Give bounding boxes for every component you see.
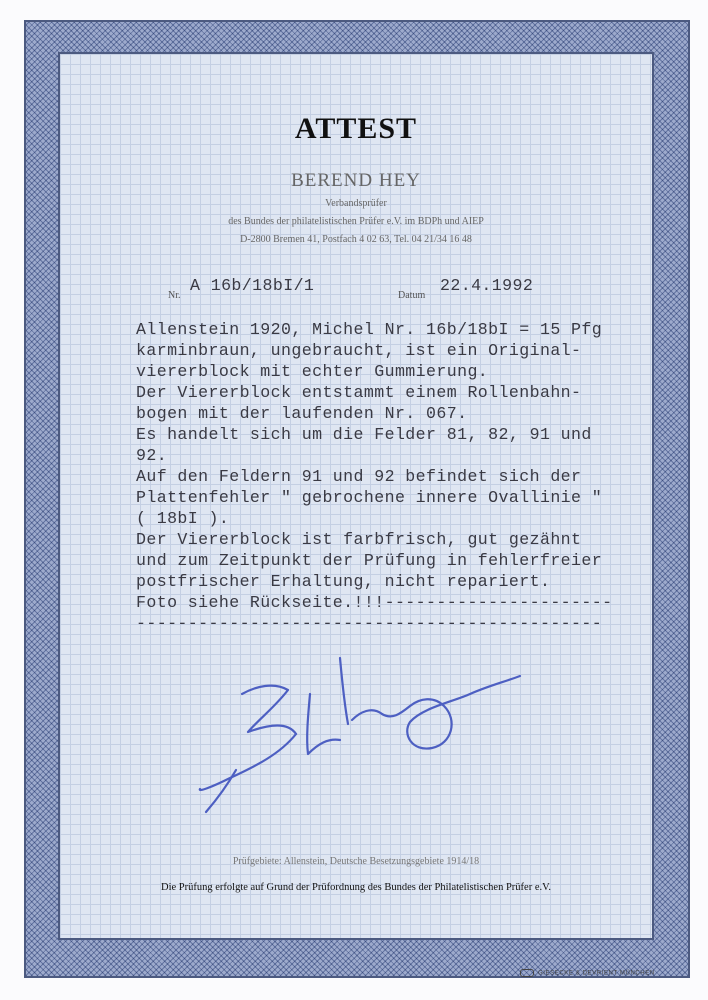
body-line: ( 18bI ). bbox=[136, 509, 230, 528]
body-line: Der Viererblock entstammt einem Rollenbahn- bbox=[136, 383, 582, 402]
examiner-name: BEREND HEY bbox=[291, 170, 421, 191]
date-label: Datum bbox=[398, 290, 426, 301]
certificate-date: 22.4.1992 bbox=[440, 276, 534, 295]
body-line: und zum Zeitpunkt der Prüfung in fehlerfreier bbox=[136, 551, 603, 570]
address-line: D-2800 Bremen 41, Postfach 4 02 63, Tel. 04 21/34 16 48 bbox=[240, 234, 472, 245]
body-line: viererblock mit echter Gummierung. bbox=[136, 362, 489, 381]
examiner-role: Verbandsprüfer bbox=[325, 198, 387, 209]
body-line: 92. bbox=[136, 446, 168, 465]
certificate-content bbox=[60, 54, 652, 938]
body-line: bogen mit der laufenden Nr. 067. bbox=[136, 404, 468, 423]
body-line: Allenstein 1920, Michel Nr. 16b/18bI = 15 Pfg bbox=[136, 320, 603, 339]
printer-mark bbox=[520, 969, 655, 977]
examination-areas: Prüfgebiete: Allenstein, Deutsche Besetzungsgebiete 1914/18 bbox=[232, 856, 480, 867]
body-line: Plattenfehler " gebrochene innere Ovallinie " bbox=[136, 488, 603, 507]
body-line: Der Viererblock ist farbfrisch, gut gezähnt bbox=[136, 530, 582, 549]
association-line: des Bundes der philatelistischen Prüfer e.V. im BDPh und AIEP bbox=[228, 216, 484, 227]
number-label: Nr. bbox=[168, 290, 181, 301]
body-line: Foto siehe Rückseite.!!!---------------------- bbox=[136, 593, 613, 612]
body-line: karminbraun, ungebraucht, ist ein Original- bbox=[136, 341, 582, 360]
printer-name: GIESECKE & DEVRIENT MÜNCHEN bbox=[538, 970, 655, 977]
handwritten-signature bbox=[60, 54, 652, 938]
body-line: --------------------------------------------- bbox=[136, 614, 603, 633]
examination-statement: Die Prüfung erfolgte auf Grund der Prüfordnung des Bundes der Philatelistischen Prüfer e.V. bbox=[161, 882, 551, 893]
printer-logo-icon bbox=[520, 969, 534, 977]
body-line: Auf den Feldern 91 und 92 befindet sich der bbox=[136, 467, 582, 486]
body-line: postfrischer Erhaltung, nicht repariert. bbox=[136, 572, 551, 591]
certificate-number: A 16b/18bI/1 bbox=[190, 276, 315, 295]
body-line: Es handelt sich um die Felder 81, 82, 91 und bbox=[136, 425, 592, 444]
certificate-title: ATTEST bbox=[294, 112, 418, 145]
